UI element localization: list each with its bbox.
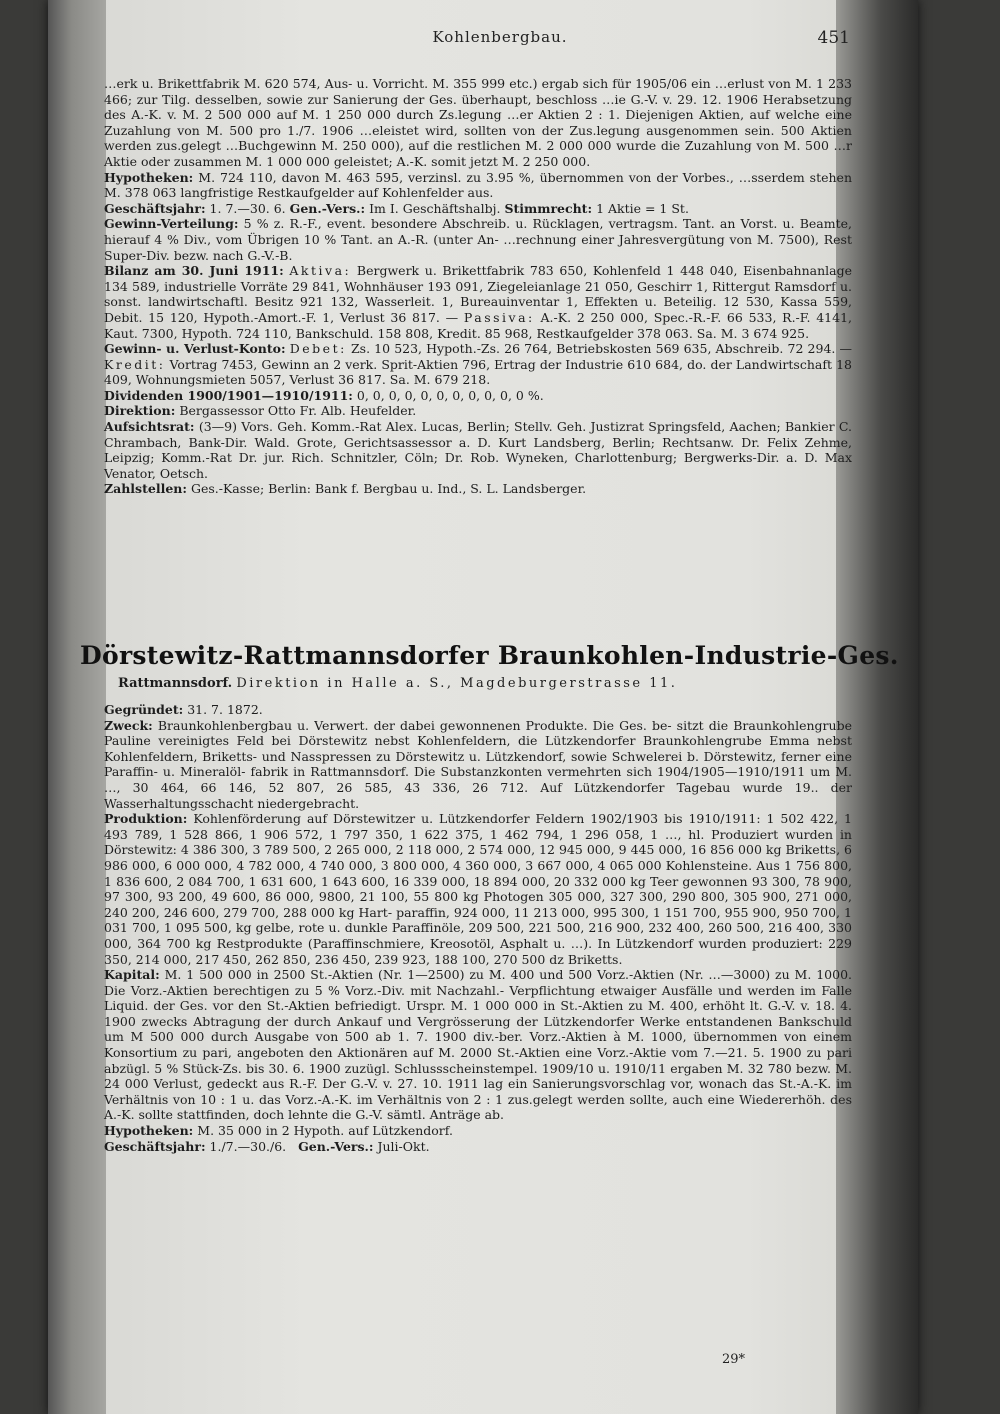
paragraph-gegruendet bbox=[104, 702, 852, 718]
label-zweck: Zweck: bbox=[104, 717, 153, 733]
paragraph-bilanz bbox=[104, 263, 852, 341]
label-kredit: Kredit: bbox=[104, 356, 166, 372]
label-produktion: Produktion: bbox=[104, 811, 188, 827]
text-dividenden: 0, 0, 0, 0, 0, 0, 0, 0, 0, 0, 0 %. bbox=[356, 387, 544, 403]
label-aufsichtsrat: Aufsichtsrat: bbox=[104, 419, 195, 435]
label-hypotheken: Hypotheken: bbox=[104, 169, 194, 185]
text-kredit: Vortrag 7453, Gewinn an 2 verk. Sprit-Aktien 796, Ertrag der Industrie 610 684, do. der Landwirtschaft 18 409, Wohnungsmieten 5057, Verlust 36 817. Sa. M. 679 218. bbox=[104, 356, 852, 388]
label-gen-vers-2: Gen.-Vers.: bbox=[298, 1138, 374, 1154]
company-heading: Dörstewitz-Rattmannsdorfer Braunkohlen-Industrie-Ges. bbox=[80, 641, 899, 670]
text-kapital: M. 1 500 000 in 2500 St.-Aktien (Nr. 1—2500) zu M. 400 und 500 Vorz.-Aktien (Nr. …—3000) zu M. 1000. Die Vorz.-Aktien berechtigen zu 5 % Vorz.-Div. mit Nachzahl.- Verpflichtung etwaiger Ausfälle und werden im Falle Liquid. der Ges. vor den St.-Aktien befriedigt. Urspr. M. 1 000 000 in St.-Aktien zu M. 400, erhöht lt. G.-V. v. 18. 4. 1900 zwecks Abtragung der durch Ankauf und Vergrösserung der Lützkendorfer Werke entstandenen Bankschuld um M 500 000 durch Ausgabe von 500 ab 1. 7. 1900 div.-ber. Vorz.-Aktien à M. 1000, übernommen von einem Konsortium zu pari, angeboten den Aktionären auf M. 2000 St.-Aktien eine Vorz.-Aktie vom 7.—21. 5. 1900 zu pari abzügl. 5 % Stück-Zs. bis 30. 6. 1900 zuzügl. Schlussscheinstempel. 1909/10 u. 1910/11 ergaben M. 32 780 bezw. M. 24 000 Verlust, gedeckt aus R.-F. Der G.-V. v. 27. 10. 1911 lag ein Sanierungsvorschlag vor, wonach das St.-A.-K. im Verhältnis von 10 : 1 u. das Vorz.-A.-K. im Verhältnis von 2 : 1 zus.gelegt werden sollte, auch eine Wiedererhöh. des A.-K. sollte stattfinden, doch lehnte die G.-V. sämtl. Anträge ab. bbox=[104, 967, 852, 1123]
label-guv: Gewinn- u. Verlust-Konto: bbox=[104, 341, 286, 357]
page-number: 451 bbox=[817, 28, 850, 48]
running-header bbox=[0, 28, 1000, 54]
text-passiva: A.-K. 2 250 000, Spec.-R.-F. 66 533, R.-F. 4141, Kaut. 7300, Hypoth. 724 110, Bankschuld. 158 808, Kredit. 85 968, Restkaufgelder 378 063. Sa. M. 3 674 925. bbox=[104, 309, 853, 341]
text-produktion: Kohlenförderung auf Dörstewitzer u. Lützkendorfer Feldern 1902/1903 bis 1910/1911: 1 502 422, 1 493 789, 1 528 866, 1 906 572, 1 797 350, 1 622 375, 1 462 794, 1 296 058, 1 …, hl. Produziert wurden in Dörstewitz: 4 386 300, 3 789 500, 2 265 000, 2 118 000, 2 574 000, 12 945 000, 9 445 000, 16 856 000 kg Briketts, 6 986 000, 6 000 000, 4 782 000, 4 740 000, 3 800 000, 4 360 000, 3 667 000, 4 065 000 Kohlensteine. Aus 1 756 800, 1 836 600, 2 084 700, 1 631 600, 1 643 600, 16 339 000, 18 894 000, 20 332 000 kg Teer gewonnen 93 300, 78 900, 97 300, 93 200, 49 600, 86 000, 9800, 21 100, 55 800 kg Photogen 305 000, 327 300, 290 800, 305 900, 271 000, 240 200, 246 600, 279 700, 288 000 kg Hart- paraffin, 924 000, 11 213 000, 995 300, 1 151 700, 955 900, 950 700, 1 031 700, 1 095 500, kg gelbe, rote u. dunkle Paraffinöle, 209 500, 221 500, 216 900, 232 400, 260 500, 216 400, 330 000, 364 700 kg Restprodukte (Paraffinschmiere, Kreosotöl, Asphalt u. …). In Lützkendorf wurden produziert: 229 350, 214 000, 217 450, 262 850, 236 450, 239 923, 188 100, 270 500 dz Briketts. bbox=[104, 811, 853, 967]
text-zahlstellen: Ges.-Kasse; Berlin: Bank f. Bergbau u. Ind., S. L. Landsberger. bbox=[190, 481, 587, 497]
paragraph-dividenden bbox=[104, 388, 852, 404]
paragraph-zweck bbox=[104, 718, 852, 812]
text-geschaeftsjahr-2: 1./7.—30./6. bbox=[209, 1138, 287, 1154]
label-hypotheken-2: Hypotheken: bbox=[104, 1123, 194, 1139]
label-dividenden: Dividenden 1900/1901—1910/1911: bbox=[104, 387, 353, 403]
company-seat-line bbox=[118, 676, 858, 691]
paragraph-geschaeftsjahr bbox=[104, 201, 852, 217]
text-gegruendet: 31. 7. 1872. bbox=[187, 702, 263, 717]
label-bilanz: Bilanz am 30. Juni 1911: bbox=[104, 263, 284, 279]
company-direction: Direktion in Halle a. S., Magdeburgerstrasse 11. bbox=[236, 676, 678, 691]
paragraph-hypotheken bbox=[104, 170, 852, 201]
label-passiva: Passiva: bbox=[463, 309, 535, 325]
sheet-signature: 29* bbox=[722, 1352, 746, 1367]
company-seat: Rattmannsdorf. bbox=[118, 676, 233, 691]
left-margin-shadow bbox=[48, 0, 106, 1414]
text-aufsichtsrat: (3—9) Vors. Geh. Komm.-Rat Alex. Lucas, Berlin; Stellv. Geh. Justizrat Springsfeld, Aachen; Bankier C. Chrambach, Bank-Dir. Wald. Grote, Gerichtsassessor a. D. Kurt Landsberg, Berlin; Rechtsanw. Dr. Felix Zehme, Leipzig; Komm.-Rat Dr. jur. Rich. Schnitzler, Cöln; Dr. Rob. Wyneken, Charlottenburg; Bergwerks-Dir. a. D. Max Venator, Oetsch. bbox=[104, 419, 852, 481]
label-gen-vers: Gen.-Vers.: bbox=[289, 200, 366, 216]
paragraph-produktion bbox=[104, 811, 852, 967]
label-geschaeftsjahr-2: Geschäftsjahr: bbox=[104, 1138, 206, 1154]
paragraph-gewinn-verteilung bbox=[104, 216, 852, 263]
paragraph-kapital bbox=[104, 967, 852, 1123]
paragraph-hypotheken-2 bbox=[104, 1123, 852, 1139]
paragraph-direktion bbox=[104, 403, 852, 419]
label-kapital: Kapital: bbox=[104, 967, 160, 983]
paragraph-zahlstellen bbox=[104, 481, 852, 497]
label-geschaeftsjahr: Geschäftsjahr: bbox=[104, 200, 206, 216]
text-debet: Zs. 10 523, Hypoth.-Zs. 26 764, Betriebskosten 569 635, Abschreib. 72 294. — bbox=[350, 341, 853, 357]
paragraph-aufsichtsrat bbox=[104, 419, 852, 481]
label-gewinn-verteilung: Gewinn-Verteilung: bbox=[104, 216, 239, 232]
label-zahlstellen: Zahlstellen: bbox=[104, 481, 187, 497]
paragraph-guv bbox=[104, 341, 852, 388]
text-gewinn-verteilung: 5 % z. R.-F., event. besondere Abschreib. u. Rücklagen, vertragsm. Tant. an Vorst. u. Beamte, hierauf 4 % Div., vom Übrigen 10 % Tant. an A.-R. (unter An- …rechnung einer Jahresvergütung von M. 7500), Rest Super-Div. bezw. nach G.-V.-B. bbox=[104, 216, 852, 263]
text-gen-vers-2: Juli-Okt. bbox=[377, 1138, 430, 1154]
label-gegruendet: Gegründet: bbox=[104, 702, 184, 717]
text-direktion: Bergassessor Otto Fr. Alb. Heufelder. bbox=[179, 403, 417, 419]
text-geschaeftsjahr: 1. 7.—30. 6. bbox=[209, 200, 286, 216]
section-doerstewitz bbox=[104, 702, 852, 1154]
text-aktiva: Bergwerk u. Brikettfabrik 783 650, Kohlenfeld 1 448 040, Eisenbahnanlage 134 589, industrielle Vorräte 29 841, Wohnhäuser 193 091, Ziegeleianlage 21 050, Geschirr 1, Rittergut Ramsdorf u. sonst. landwirtschaftl. Besitz 921 132, Wasserleit. 1, Bureauinventar 1, Effekten u. Beteilig. 12 530, Kassa 559, Debit. 15 120, Hypoth.-Amort.-F. 1, Verlust 36 817. — bbox=[104, 263, 853, 325]
label-stimmrecht: Stimmrecht: bbox=[504, 200, 593, 216]
text-gen-vers: Im I. Geschäftshalbj. bbox=[369, 200, 501, 216]
section-previous-company bbox=[104, 76, 852, 497]
running-title: Kohlenbergbau. bbox=[432, 28, 568, 46]
label-aktiva: Aktiva: bbox=[289, 263, 352, 279]
paragraph-loss: …erk u. Brikettfabrik M. 620 574, Aus- u. Vorricht. M. 355 999 etc.) ergab sich für 1905/06 ein …erlust von M. 1 233 466; zur Tilg. desselben, sowie zur Sanierung der Ges. überhaupt, beschloss …ie G.-V. v. 29. 12. 1906 Herabsetzung des A.-K. v. M. 2 500 000 auf M. 1 250 000 durch Zs.legung …er Aktien 2 : 1. Diejenigen Aktien, auf welche eine Zuzahlung von M. 500 pro 1./7. 1906 …eleistet wird, sollten von der Zus.legung ausgenommen sein. 500 Aktien werden zus.gelegt …Buchgewinn M. 250 000), auf die restlichen M. 2 000 000 wurde die Zuzahlung von M. 500 …r Aktie oder zusammen M. 1 000 000 geleistet; A.-K. somit jetzt M. 2 250 000. bbox=[104, 76, 852, 169]
text-stimmrecht: 1 Aktie = 1 St. bbox=[596, 200, 689, 216]
label-direktion: Direktion: bbox=[104, 403, 176, 419]
text-hypotheken: M. 724 110, davon M. 463 595, verzinsl. zu 3.95 %, übernommen von der Vorbes., …sserdem stehen M. 378 063 langfristige Restkaufgelder auf Kohlenfelder aus. bbox=[104, 169, 852, 201]
paragraph-geschaeftsjahr-2 bbox=[104, 1139, 852, 1155]
text-zweck: Braunkohlenbergbau u. Verwert. der dabei gewonnenen Produkte. Die Ges. be- sitzt die Braunkohlengrube Pauline vereinigtes Feld bei Dörstewitz nebst Kohlenfeldern, die Lützkendorfer Braunkohlengrube Emma nebst Kohlenfeldern, Briketts- und Nasspressen zu Dörstewitz u. Lützkendorf, sowie Schwelerei b. Dörstewitz, ferner eine Paraffin- u. Mineralöl- fabrik in Rattmannsdorf. Die Substanzkonten vermehrten sich 1904/1905—1910/1911 um M. …, 30 464, 66 146, 52 807, 26 585, 43 336, 26 712. Auf Lützkendorfer Tagebau wurde 19.. der Wasserhaltungsschacht niedergebracht. bbox=[104, 717, 852, 811]
text-hypotheken-2: M. 35 000 in 2 Hypoth. auf Lützkendorf. bbox=[197, 1123, 453, 1139]
label-debet: Debet: bbox=[289, 341, 347, 357]
